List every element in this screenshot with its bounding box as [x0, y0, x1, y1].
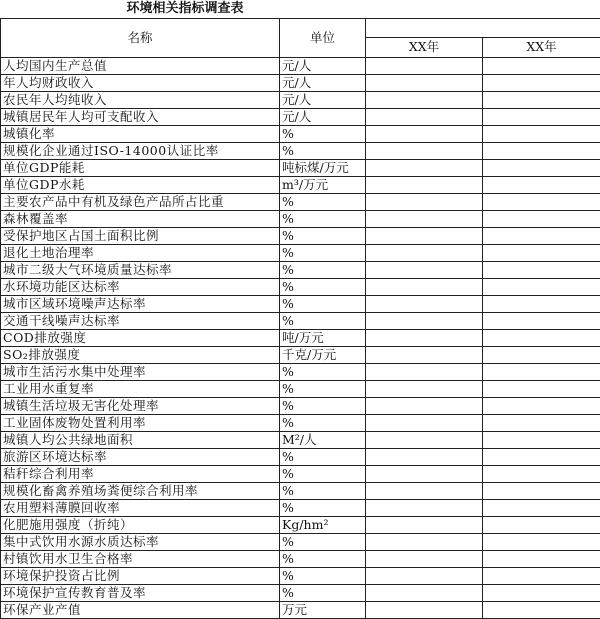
value-cell-year-1[interactable]: [366, 211, 483, 228]
indicator-name: 工业用水重复率: [1, 381, 280, 398]
indicator-name: 秸秆综合利用率: [1, 466, 280, 483]
value-cell-year-1[interactable]: [366, 160, 483, 177]
value-cell-year-2[interactable]: [483, 109, 600, 126]
table-row: [1, 449, 600, 466]
indicator-unit: %: [280, 245, 366, 262]
value-cell-year-2[interactable]: [483, 381, 600, 398]
table-row: [1, 58, 600, 75]
indicator-unit: %: [280, 568, 366, 585]
indicator-name: 城镇生活垃圾无害化处理率: [1, 398, 280, 415]
indicator-name: 城市生活污水集中处理率: [1, 364, 280, 381]
value-cell-year-1[interactable]: [366, 92, 483, 109]
indicator-unit: M²/人: [280, 432, 366, 449]
value-cell-year-1[interactable]: [366, 126, 483, 143]
value-cell-year-2[interactable]: [483, 534, 600, 551]
value-cell-year-1[interactable]: [366, 109, 483, 126]
header-blank: [366, 19, 600, 38]
table-row: [1, 109, 600, 126]
value-cell-year-1[interactable]: [366, 381, 483, 398]
indicator-unit: m³/万元: [280, 177, 366, 194]
value-cell-year-1[interactable]: [366, 347, 483, 364]
indicator-unit: 元/人: [280, 92, 366, 109]
indicator-name: 村镇饮用水卫生合格率: [1, 551, 280, 568]
indicator-unit: %: [280, 585, 366, 602]
table-row: [1, 466, 600, 483]
value-cell-year-1[interactable]: [366, 313, 483, 330]
value-cell-year-2[interactable]: [483, 177, 600, 194]
indicator-unit: %: [280, 126, 366, 143]
indicator-name: 工业固体废物处置利用率: [1, 415, 280, 432]
value-cell-year-1[interactable]: [366, 245, 483, 262]
table-row: [1, 126, 600, 143]
indicator-unit: %: [280, 483, 366, 500]
indicator-name: 环境保护投资占比例: [1, 568, 280, 585]
value-cell-year-1[interactable]: [366, 75, 483, 92]
header-year-1: XX年: [366, 37, 483, 57]
table-row: [1, 500, 600, 517]
value-cell-year-2[interactable]: [483, 483, 600, 500]
indicator-unit: 万元: [280, 602, 366, 619]
indicator-unit: %: [280, 211, 366, 228]
indicator-unit: 千克/万元: [280, 347, 366, 364]
table-row: [1, 602, 600, 619]
value-cell-year-1[interactable]: [366, 143, 483, 160]
indicator-unit: 元/人: [280, 75, 366, 92]
table-row: [1, 398, 600, 415]
indicator-name: 规模化企业通过ISO-14000认证比率: [1, 143, 280, 160]
value-cell-year-1[interactable]: [366, 585, 483, 602]
indicator-name: 退化土地治理率: [1, 245, 280, 262]
table-row: [1, 551, 600, 568]
indicator-name: 交通干线噪声达标率: [1, 313, 280, 330]
indicator-name: 农用塑料薄膜回收率: [1, 500, 280, 517]
indicator-unit: 吨标煤/万元: [280, 160, 366, 177]
value-cell-year-2[interactable]: [483, 517, 600, 534]
table-row: [1, 585, 600, 602]
table-row: [1, 415, 600, 432]
indicator-name: 集中式饮用水源水质达标率: [1, 534, 280, 551]
indicator-unit: 元/人: [280, 109, 366, 126]
value-cell-year-2[interactable]: [483, 262, 600, 279]
table-row: [1, 228, 600, 245]
indicator-unit: %: [280, 534, 366, 551]
value-cell-year-1[interactable]: [366, 262, 483, 279]
value-cell-year-1[interactable]: [366, 517, 483, 534]
value-cell-year-2[interactable]: [483, 296, 600, 313]
indicator-name: 旅游区环境达标率: [1, 449, 280, 466]
table-row: [1, 313, 600, 330]
indicator-name: 人均国内生产总值: [1, 58, 280, 75]
value-cell-year-2[interactable]: [483, 92, 600, 109]
value-cell-year-2[interactable]: [483, 126, 600, 143]
value-cell-year-1[interactable]: [366, 296, 483, 313]
value-cell-year-1[interactable]: [366, 551, 483, 568]
indicator-unit: %: [280, 364, 366, 381]
table-row: [1, 75, 600, 92]
table-row: [1, 534, 600, 551]
table-row: [1, 279, 600, 296]
value-cell-year-1[interactable]: [366, 432, 483, 449]
value-cell-year-2[interactable]: [483, 449, 600, 466]
value-cell-year-1[interactable]: [366, 398, 483, 415]
table-row: [1, 296, 600, 313]
value-cell-year-1[interactable]: [366, 330, 483, 347]
indicator-name: 城镇化率: [1, 126, 280, 143]
value-cell-year-1[interactable]: [366, 279, 483, 296]
indicator-unit: %: [280, 551, 366, 568]
value-cell-year-1[interactable]: [366, 534, 483, 551]
value-cell-year-1[interactable]: [366, 500, 483, 517]
table-row: [1, 330, 600, 347]
indicator-unit: %: [280, 143, 366, 160]
header-unit: 单位: [280, 19, 366, 58]
indicator-unit: %: [280, 500, 366, 517]
indicator-table: [0, 18, 600, 619]
value-cell-year-1[interactable]: [366, 568, 483, 585]
value-cell-year-2[interactable]: [483, 194, 600, 211]
value-cell-year-1[interactable]: [366, 415, 483, 432]
value-cell-year-2[interactable]: [483, 466, 600, 483]
value-cell-year-2[interactable]: [483, 75, 600, 92]
indicator-unit: %: [280, 381, 366, 398]
value-cell-year-2[interactable]: [483, 279, 600, 296]
table-row: [1, 92, 600, 109]
indicator-name: 年人均财政收入: [1, 75, 280, 92]
table-row: [1, 568, 600, 585]
indicator-unit: %: [280, 313, 366, 330]
table-row: [1, 483, 600, 500]
indicator-unit: %: [280, 228, 366, 245]
value-cell-year-2[interactable]: [483, 551, 600, 568]
value-cell-year-2[interactable]: [483, 398, 600, 415]
table-title: 环境相关指标调查表: [0, 0, 370, 18]
table-row: [1, 211, 600, 228]
value-cell-year-2[interactable]: [483, 313, 600, 330]
value-cell-year-1[interactable]: [366, 364, 483, 381]
indicator-unit: %: [280, 398, 366, 415]
value-cell-year-1[interactable]: [366, 466, 483, 483]
header-name: 名称: [1, 19, 280, 58]
table-row: [1, 143, 600, 160]
value-cell-year-1[interactable]: [366, 228, 483, 245]
value-cell-year-2[interactable]: [483, 228, 600, 245]
indicator-name: 城市二级大气环境质量达标率: [1, 262, 280, 279]
value-cell-year-2[interactable]: [483, 568, 600, 585]
value-cell-year-2[interactable]: [483, 330, 600, 347]
value-cell-year-2[interactable]: [483, 211, 600, 228]
indicator-name: 城镇人均公共绿地面积: [1, 432, 280, 449]
value-cell-year-2[interactable]: [483, 432, 600, 449]
value-cell-year-1[interactable]: [366, 449, 483, 466]
indicator-name: 水环境功能区达标率: [1, 279, 280, 296]
value-cell-year-1[interactable]: [366, 177, 483, 194]
indicator-name: 主要农产品中有机及绿色产品所占比重: [1, 194, 280, 211]
indicator-name: 单位GDP水耗: [1, 177, 280, 194]
table-row: [1, 262, 600, 279]
indicator-unit: %: [280, 262, 366, 279]
value-cell-year-2[interactable]: [483, 364, 600, 381]
indicator-name: SO₂排放强度: [1, 347, 280, 364]
indicator-name: 化肥施用强度（折纯）: [1, 517, 280, 534]
value-cell-year-2[interactable]: [483, 415, 600, 432]
value-cell-year-2[interactable]: [483, 160, 600, 177]
indicator-name: 环保产业产值: [1, 602, 280, 619]
value-cell-year-1[interactable]: [366, 194, 483, 211]
indicator-name: COD排放强度: [1, 330, 280, 347]
table-row: [1, 245, 600, 262]
value-cell-year-2[interactable]: [483, 585, 600, 602]
table-row: [1, 194, 600, 211]
indicator-name: 规模化畜禽养殖场粪便综合利用率: [1, 483, 280, 500]
indicator-unit: %: [280, 415, 366, 432]
indicator-unit: 吨/万元: [280, 330, 366, 347]
indicator-unit: %: [280, 194, 366, 211]
table-row: [1, 177, 600, 194]
table-row: [1, 364, 600, 381]
header-year-2: XX年: [483, 37, 600, 57]
value-cell-year-2[interactable]: [483, 245, 600, 262]
value-cell-year-1[interactable]: [366, 483, 483, 500]
table-row: [1, 432, 600, 449]
indicator-unit: Kg/hm²: [280, 517, 366, 534]
indicator-name: 环境保护宣传教育普及率: [1, 585, 280, 602]
value-cell-year-2[interactable]: [483, 347, 600, 364]
table-row: [1, 347, 600, 364]
indicator-name: 城市区域环境噪声达标率: [1, 296, 280, 313]
indicator-name: 农民年人均纯收入: [1, 92, 280, 109]
indicator-unit: %: [280, 466, 366, 483]
indicator-name: 受保护地区占国土面积比例: [1, 228, 280, 245]
indicator-unit: 元/人: [280, 58, 366, 75]
value-cell-year-2[interactable]: [483, 602, 600, 619]
value-cell-year-2[interactable]: [483, 58, 600, 75]
indicator-unit: %: [280, 296, 366, 313]
table-row: [1, 517, 600, 534]
indicator-name: 森林覆盖率: [1, 211, 280, 228]
value-cell-year-1[interactable]: [366, 602, 483, 619]
table-row: [1, 160, 600, 177]
value-cell-year-2[interactable]: [483, 143, 600, 160]
indicator-name: 城镇居民年人均可支配收入: [1, 109, 280, 126]
value-cell-year-1[interactable]: [366, 58, 483, 75]
indicator-unit: %: [280, 449, 366, 466]
table-row: [1, 381, 600, 398]
indicator-name: 单位GDP能耗: [1, 160, 280, 177]
indicator-unit: %: [280, 279, 366, 296]
value-cell-year-2[interactable]: [483, 500, 600, 517]
